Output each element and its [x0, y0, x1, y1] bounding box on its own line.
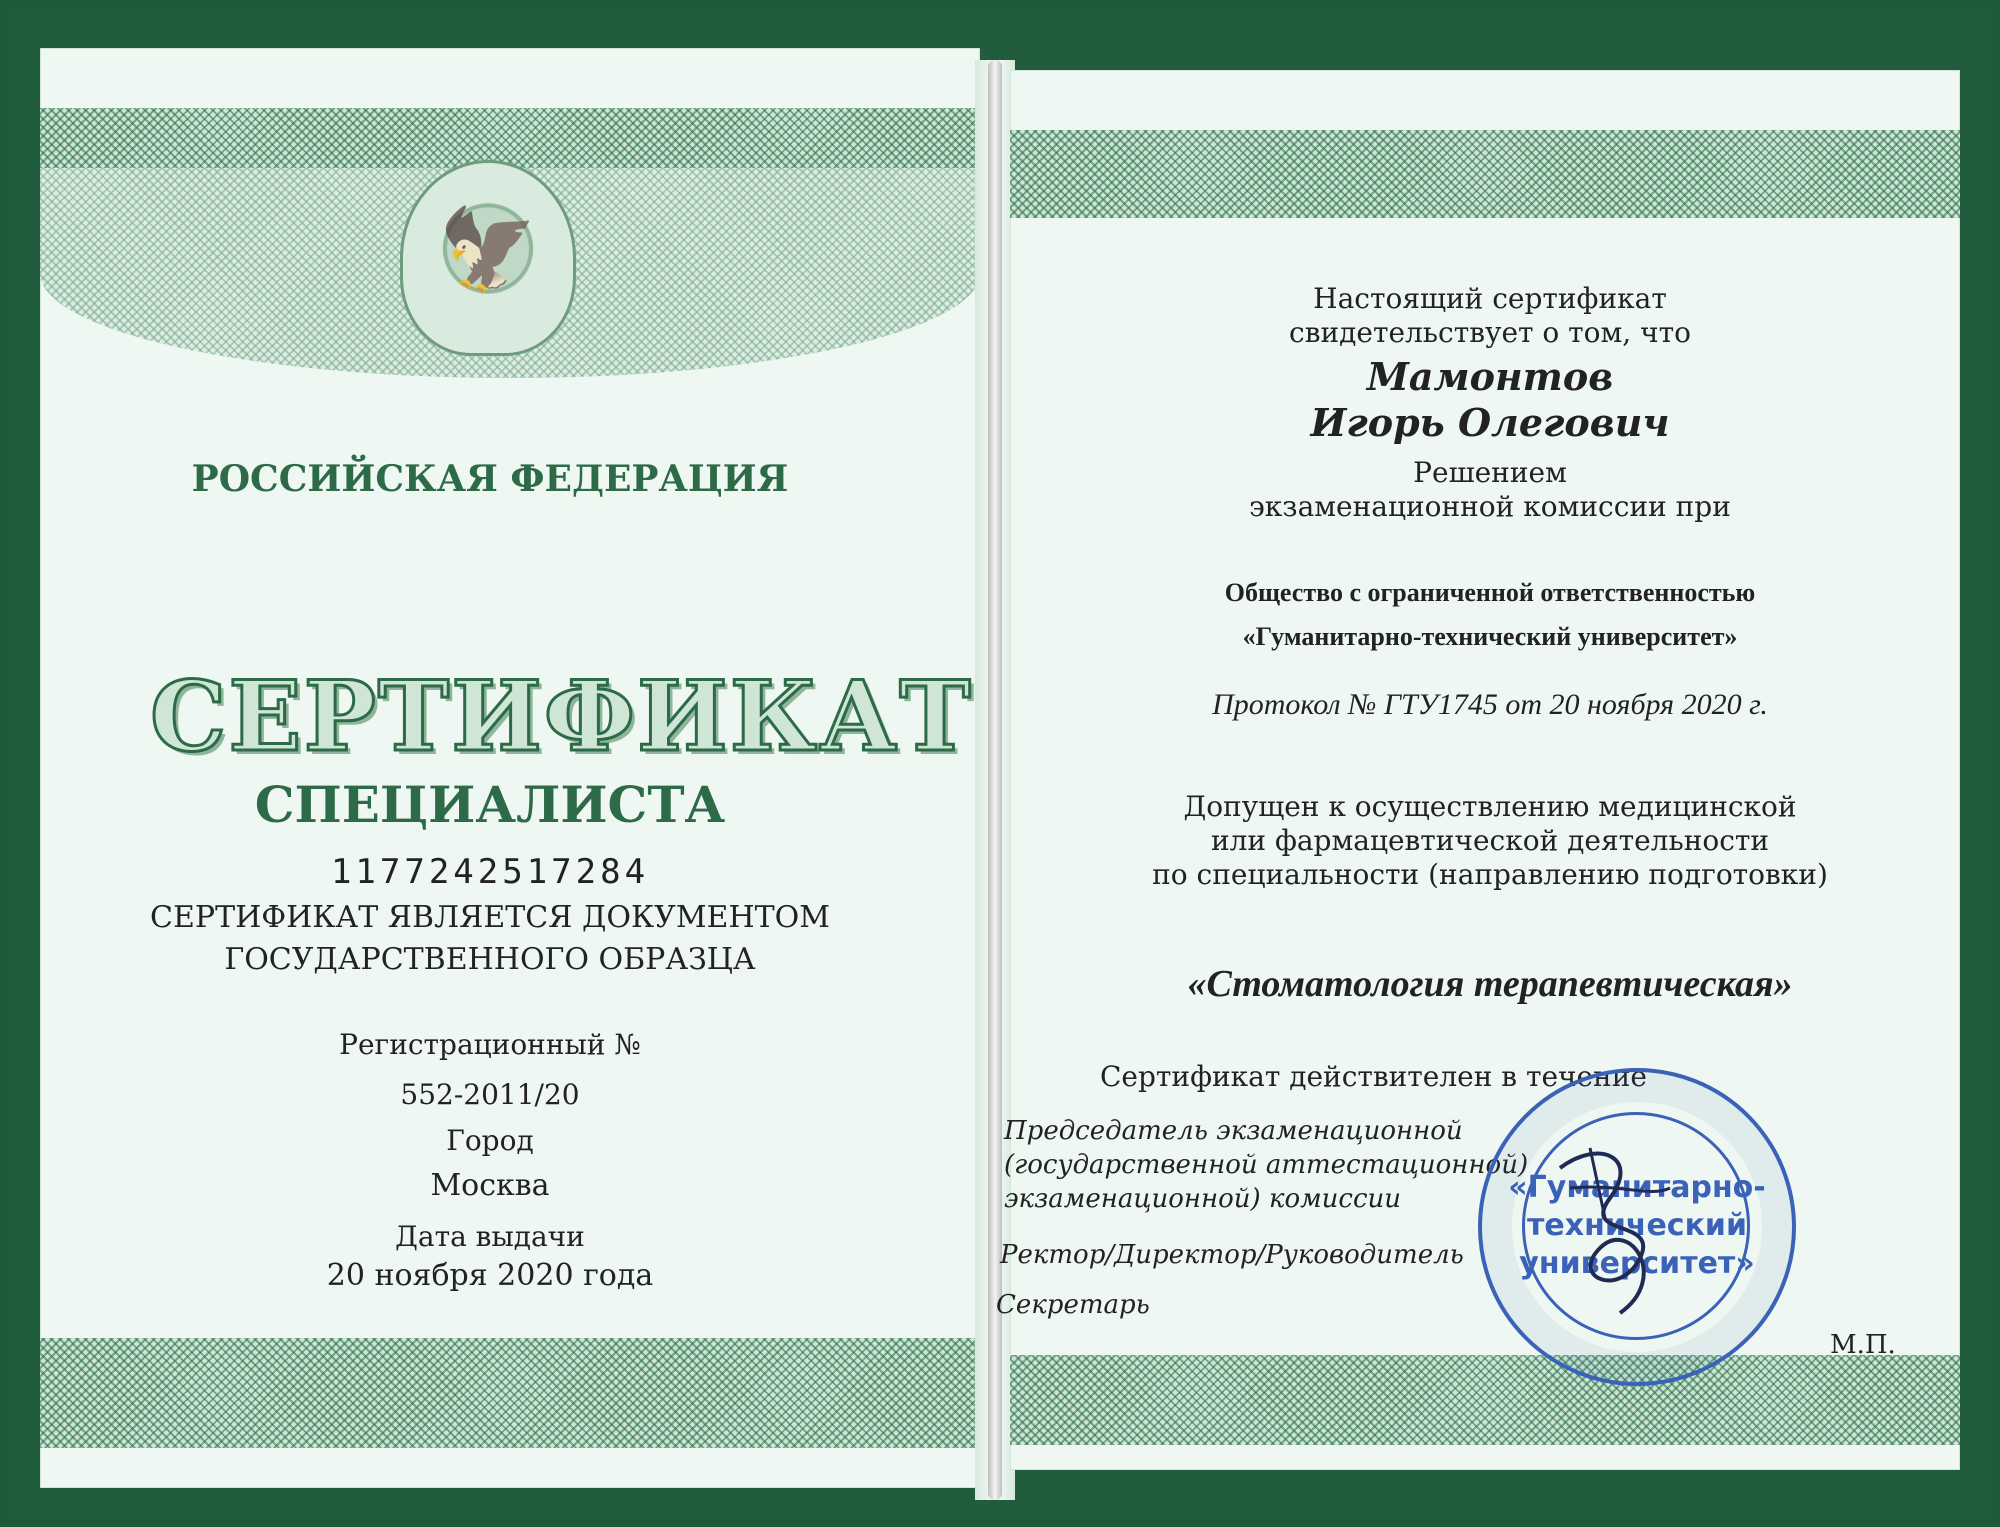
specialty-name: «Стоматология терапевтическая»: [1187, 963, 1793, 1005]
top-ornament: [40, 108, 980, 168]
intro-line2: свидетельствует о том, что: [1289, 316, 1691, 349]
handwritten-signature: [1530, 1128, 1700, 1328]
certificate-title: СЕРТИФИКАТ: [150, 660, 973, 773]
decision-line1: Решением: [1413, 456, 1567, 489]
seal-text-line3: университет»: [1519, 1246, 1755, 1281]
organization-line1: Общество с ограниченной ответственностью: [1224, 578, 1756, 607]
city-label: Город: [446, 1124, 534, 1157]
admission-line3: по специальности (направлению подготовки): [1152, 858, 1828, 891]
bottom-ornament: [40, 1338, 980, 1448]
validity-text: Сертификат действителен в течение: [1100, 1060, 1647, 1093]
binding-cord: [988, 60, 1002, 1500]
organization-line2: «Гуманитарно-технический университет»: [1242, 622, 1738, 651]
secretary-label: Секретарь: [996, 1290, 1150, 1320]
intro-line1: Настоящий сертификат: [1313, 282, 1667, 315]
serial-number: 1177242517284: [330, 852, 650, 892]
chairman-line3: экзаменационной) комиссии: [1004, 1184, 1402, 1214]
chairman-line2: (государственной аттестационной): [1004, 1150, 1529, 1180]
decision-line2: экзаменационной комиссии при: [1249, 490, 1731, 523]
country-name: РОССИЙСКАЯ ФЕДЕРАЦИЯ: [191, 458, 789, 500]
city-value: Москва: [430, 1168, 550, 1203]
bottom-ornament-right: [1010, 1355, 1960, 1445]
seal-text-line1: «Гуманитарно-: [1508, 1170, 1766, 1205]
holder-surname: Мамонтов: [1366, 354, 1614, 399]
state-document-line2: ГОСУДАРСТВЕННОГО ОБРАЗЦА: [224, 942, 756, 977]
rector-label: Ректор/Директор/Руководитель: [1000, 1240, 1464, 1270]
registration-label: Регистрационный №: [339, 1028, 641, 1061]
issue-date-value: 20 ноября 2020 года: [326, 1258, 654, 1293]
state-document-line1: СЕРТИФИКАТ ЯВЛЯЕТСЯ ДОКУМЕНТОМ: [150, 900, 830, 935]
top-ornament-right: [1010, 130, 1960, 218]
coat-of-arms-icon: [400, 160, 576, 356]
admission-line2: или фармацевтической деятельности: [1210, 824, 1770, 857]
chairman-line1: Председатель экзаменационной: [1004, 1116, 1463, 1146]
certificate-subtitle: СПЕЦИАЛИСТА: [254, 775, 726, 834]
protocol-number: Протокол № ГТУ1745 от 20 ноября 2020 г.: [1212, 688, 1768, 721]
seal-place-label: М.П.: [1830, 1330, 1896, 1360]
seal-text-line2: технический: [1527, 1208, 1747, 1243]
issue-date-label: Дата выдачи: [395, 1220, 585, 1253]
registration-number: 552-2011/20: [400, 1078, 580, 1111]
admission-line1: Допущен к осуществлению медицинской: [1183, 790, 1797, 823]
holder-name: Игорь Олегович: [1310, 400, 1670, 445]
